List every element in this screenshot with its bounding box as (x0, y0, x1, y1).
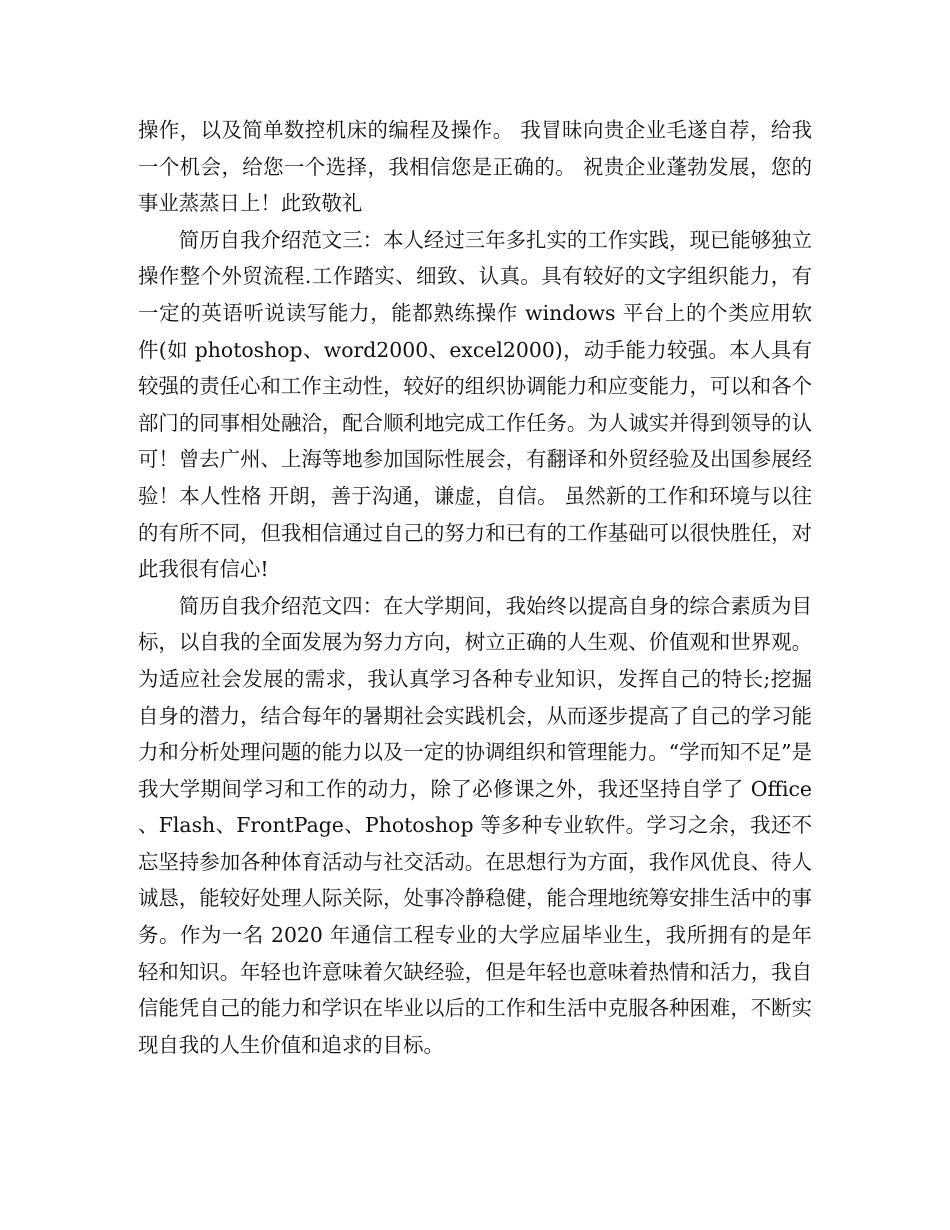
document-body (138, 112, 812, 1063)
paragraph-closing: 操作，以及简单数控机床的编程及操作。 我冒昧向贵企业毛遂自荐，给我一个机会，给您一个选择，我相信您是正确的。 祝贵企业蓬勃发展，您的事业蒸蒸日上！此致敬礼 (138, 118, 812, 216)
paragraph-sample-three: 简历自我介绍范文三：本人经过三年多扎实的工作实践，现已能够独立操作整个外贸流程.工作踏实、细致、认真。具有较好的文字组织能力，有一定的英语听说读写能力，能都熟练操作 windows 平台上的个类应用软件(如 photoshop、word2000、excel2000)，动手能力较强。本人具有较强的责任心和工作主动性，较好的组织协调能力和应变能力，可以和各个部门的同事相处融洽，配合顺利地完成工作任务。为人诚实并得到领导的认可！曾去广州、上海等地参加国际性展会，有翻译和外贸经验及出国参展经验！本人性格 开朗，善于沟通，谦虚，自信。 虽然新的工作和环境与以往的有所不同，但我相信通过自己的努力和已有的工作基础可以很快胜任，对此我很有信心! (138, 227, 812, 582)
paragraph-sample-four: 简历自我介绍范文四：在大学期间，我始终以提高自身的综合素质为目标，以自我的全面发展为努力方向，树立正确的人生观、价值观和世界观。为适应社会发展的需求，我认真学习各种专业知识，发挥自己的特长;挖掘自身的潜力，结合每年的暑期社会实践机会，从而逐步提高了自己的学习能力和分析处理问题的能力以及一定的协调组织和管理能力。“学而知不足”是我大学期间学习和工作的动力，除了必修课之外，我还坚持自学了 Office、Flash、FrontPage、Photoshop 等多种专业软件。学习之余，我还不忘坚持参加各种体育活动与社交活动。在思想行为方面，我作风优良、待人诚恳，能较好处理人际关际，处事冷静稳健，能合理地统筹安排生活中的事务。作为一名 2020 年通信工程专业的大学应届毕业生，我所拥有的是年轻和知识。年轻也许意味着欠缺经验，但是年轻也意味着热情和活力，我自信能凭自己的能力和学识在毕业以后的工作和生活中克服各种困难，不断实现自我的人生价值和追求的目标。 (138, 593, 812, 1057)
